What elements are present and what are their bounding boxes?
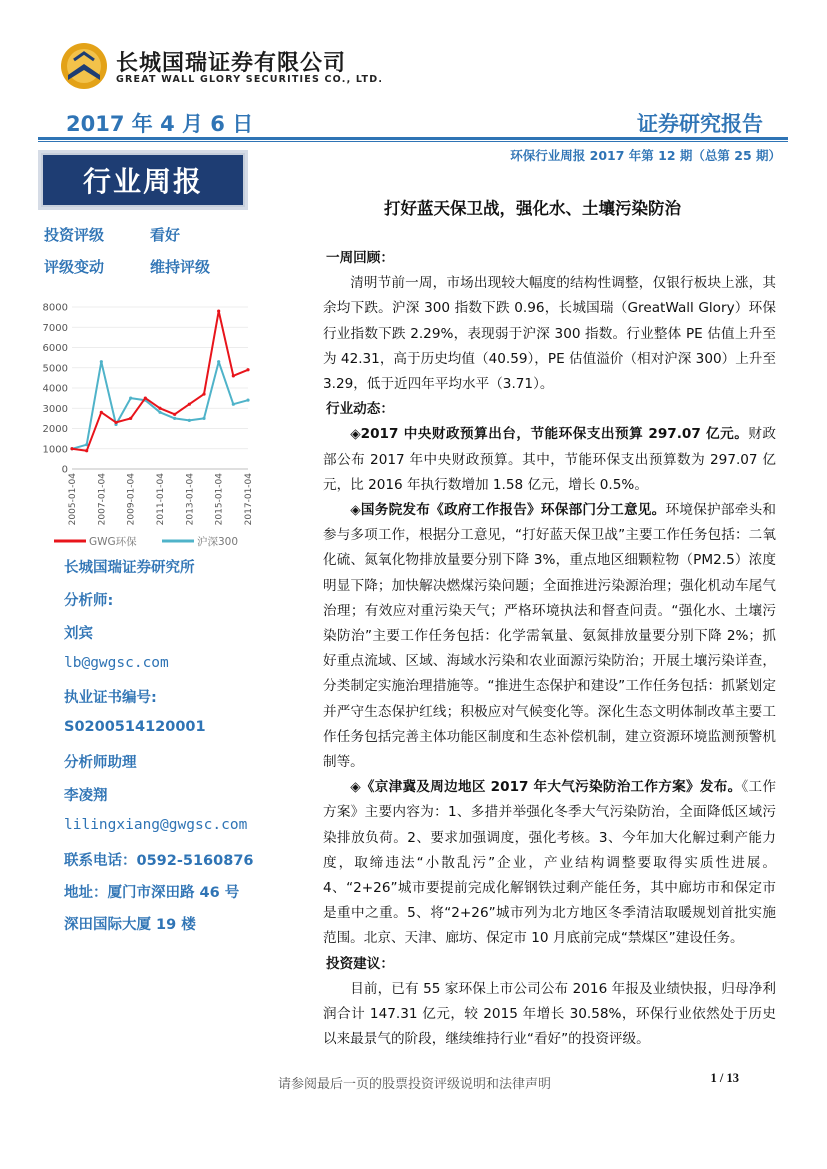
- y-tick-label: 7000: [42, 322, 68, 334]
- data-point: [85, 449, 88, 452]
- y-tick-label: 5000: [42, 363, 68, 375]
- rating-change-value: 维持评级: [150, 258, 211, 276]
- data-point: [173, 417, 176, 420]
- data-point: [158, 407, 161, 410]
- legend-label: 沪深300: [197, 536, 239, 548]
- header-divider-thin: [38, 141, 788, 142]
- analyst-name: 刘宾: [64, 626, 93, 642]
- dynamics-item-1-text: 财政部公布 2017 年中央财政预算。其中，节能环保支出预算数为 297.07 亿元，比 2016 年执行数增加 1.58 亿元，增长 0.5%。: [323, 426, 776, 493]
- dynamics-item-1: [323, 422, 776, 498]
- data-point: [246, 399, 249, 402]
- investment-advice-heading: 投资建议：: [326, 955, 394, 972]
- page-number: 1 / 13: [710, 1071, 739, 1085]
- y-tick-label: 1000: [42, 444, 68, 456]
- y-tick-label: 2000: [42, 424, 68, 435]
- address-line-1: 地址：厦门市深田路 46 号: [64, 885, 240, 901]
- x-tick-label: 2009-01-04: [126, 473, 137, 526]
- dynamics-item-1-title: ◈2017 中央财政预算出台，节能环保支出预算 297.07 亿元。: [350, 426, 749, 443]
- data-point: [158, 411, 161, 414]
- y-tick-label: 0: [61, 464, 68, 476]
- report-title: 打好蓝天保卫战，强化水、土壤污染防治: [384, 199, 681, 218]
- series-line: [72, 362, 248, 449]
- dynamics-item-2-title: ◈国务院发布《政府工作报告》环保部门分工意见。: [350, 502, 666, 519]
- company-logo: [60, 42, 108, 90]
- data-point: [100, 360, 103, 363]
- analyst-label: 分析师:: [64, 593, 114, 609]
- research-institute: 长城国瑞证券研究所: [64, 560, 195, 576]
- data-point: [217, 360, 220, 363]
- week-review-heading: 一周回顾：: [326, 250, 394, 266]
- issue-number: 环保行业周报 2017 年第 12 期（总第 25 期）: [510, 148, 781, 163]
- report-body: [323, 246, 776, 1053]
- y-tick-label: 4000: [42, 383, 68, 395]
- data-point: [232, 403, 235, 406]
- weekly-report-banner: [38, 150, 248, 210]
- license-label: 执业证书编号:: [64, 690, 157, 706]
- data-point: [70, 447, 73, 450]
- analyst-email[interactable]: lb@gwgsc.com: [64, 655, 169, 671]
- y-tick-label: 3000: [42, 403, 68, 415]
- report-date: 2017 年 4 月 6 日: [66, 112, 254, 136]
- investment-rating: [44, 224, 181, 245]
- industry-dynamics-heading: 行业动态：: [326, 401, 394, 418]
- company-name-en: GREAT WALL GLORY SECURITIES CO., LTD.: [116, 74, 384, 85]
- data-point: [232, 374, 235, 377]
- x-tick-label: 2007-01-04: [97, 473, 108, 526]
- dynamics-item-3: [323, 775, 776, 951]
- dynamics-item-2: [323, 498, 776, 775]
- report-type: 证券研究报告: [637, 112, 763, 136]
- address-line-2: 深田国际大厦 19 楼: [64, 917, 196, 933]
- data-point: [188, 403, 191, 406]
- dynamics-item-2-text: 环境保护部牵头和参与多项工作，根据分工意见，“打好蓝天保卫战”主要工作任务包括：二氧化硫、氮氧化物排放量要分别下降 3%，重点地区细颗粒物（PM2.5）浓度明显下降；加快解决燃煤污染问题；全面推进污染源治理；强化机动车尾气治理；有效应对重污染天气；严格环境执法和督查问责。“强化水、土壤污染防治”主要工作任务包括：化学需氧量、氨氮排放量要分别下降 2%；抓好重点流域、区域、海域水污染和农业面源污染防治；开展土壤污染详查，分类制定实施治理措施等。“推进生态保护和建设”工作任务包括：抓紧划定并严守生态保护红线；积极应对气候变化等。深化生态文明体制改革主要工作任务包括完善主体功能区制度和生态补偿机制，建立资源环境监测预警机制等。: [323, 502, 777, 771]
- legend-label: GWG环保: [89, 536, 137, 548]
- license-number: S0200514120001: [64, 719, 206, 735]
- y-tick-label: 8000: [42, 302, 68, 314]
- data-point: [100, 411, 103, 414]
- rating-change-label: 评级变动: [44, 258, 105, 276]
- rating-value: 看好: [150, 226, 181, 244]
- x-tick-label: 2013-01-04: [185, 473, 196, 526]
- data-point: [114, 421, 117, 424]
- rating-label: 投资评级: [44, 226, 105, 244]
- footer-disclaimer: 请参阅最后一页的股票投资评级说明和法律声明: [278, 1077, 552, 1092]
- dynamics-item-3-text: 《工作方案》主要内容为：1、多措并举强化冬季大气污染防治，全面降低区域污染排放负荷。2、要求加强调度，强化考核。3、今年加大化解过剩产能力度，取缔违法“小散乱污”企业，产业结构调整要取得实质性进展。4、“2+26”城市要提前完成化解钢铁过剩产能任务，其中廊坊市和保定市是重中之重。5、将“2+26”城市列为北方地区冬季清洁取暖规划首批实施范围。北京、天津、廊坊、保定市 10 月底前完成“禁煤区”建设任务。: [323, 779, 776, 947]
- data-point: [246, 368, 249, 371]
- company-name-cn: 长城国瑞证券有限公司: [116, 51, 347, 76]
- data-point: [129, 417, 132, 420]
- data-point: [188, 419, 191, 422]
- y-tick-label: 6000: [42, 343, 68, 354]
- data-point: [202, 417, 205, 420]
- header-divider: [38, 137, 788, 140]
- data-point: [173, 413, 176, 416]
- data-point: [202, 392, 205, 395]
- x-tick-label: 2005-01-04: [68, 473, 78, 526]
- data-point: [144, 397, 147, 400]
- assistant-email[interactable]: lilingxiang@gwgsc.com: [64, 817, 248, 833]
- dynamics-item-3-title: ◈《京津冀及周边地区 2017 年大气污染防治工作方案》发布。: [350, 779, 742, 796]
- investment-advice-paragraph: 目前，已有 55 家环保上市公司公布 2016 年报及业绩快报，归母净利润合计 147.31 亿元，较 2015 年增长 30.58%，环保行业依然处于历史以来最景气的阶段，继续维持行业“看好”的投资评级。: [323, 980, 776, 1048]
- x-tick-label: 2017-01-04: [244, 473, 254, 526]
- x-tick-label: 2011-01-04: [156, 473, 166, 526]
- assistant-name: 李凌翔: [64, 788, 108, 804]
- assistant-label: 分析师助理: [64, 755, 137, 771]
- index-line-chart: [34, 297, 260, 555]
- x-tick-label: 2015-01-04: [214, 473, 225, 526]
- rating-change: [44, 256, 211, 277]
- week-review-paragraph: 清明节前一周，市场出现较大幅度的结构性调整，仅银行板块上涨，其余均下跌。沪深 300 指数下跌 0.96，长城国瑞（GreatWall Glory）环保行业指数下跌 2.29%，表现弱于沪深 300 指数。行业整体 PE 估值上升至为 42.31，高于历史均值（40.59），PE 估值溢价（相对沪深 300）上升至 3.29，低于近四年平均水平（3.71）。: [323, 275, 776, 393]
- data-point: [217, 309, 220, 312]
- data-point: [129, 397, 132, 400]
- weekly-report-label: 行业周报: [82, 165, 203, 198]
- contact-phone: 联系电话：0592-5160876: [64, 853, 254, 869]
